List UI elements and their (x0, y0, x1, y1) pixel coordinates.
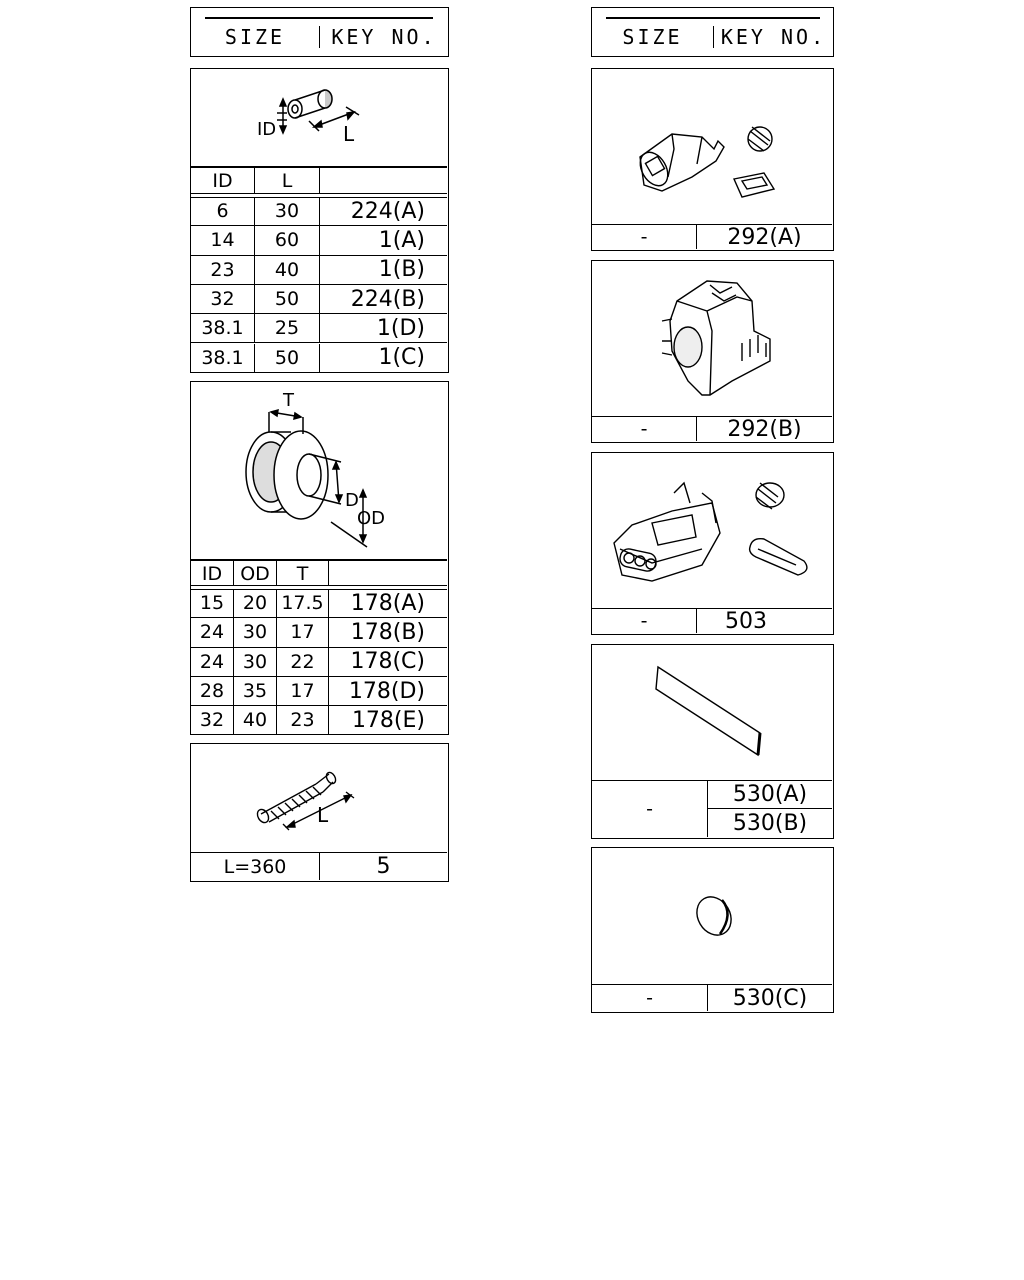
grommet-od-cell: 40 (234, 706, 277, 735)
size-cell: - (592, 416, 697, 441)
grommet-key-cell: 178(A) (329, 589, 447, 618)
key-cell-a: 530(A) (708, 780, 832, 809)
tube-l-cell: 30 (255, 197, 320, 226)
grommet-id-cell: 15 (191, 589, 234, 618)
connector-503-panel (591, 452, 834, 635)
connector-292b-illustration (592, 261, 835, 417)
grommet-key-cell: 178(B) (329, 618, 447, 647)
grommet-od-cell: 35 (234, 677, 277, 706)
id-dim-label: ID (257, 119, 277, 140)
key-cell: 503 (697, 608, 832, 633)
tube-col-l: L (255, 168, 320, 194)
connector-292a-panel (591, 68, 834, 251)
connector-292b-panel (591, 260, 834, 443)
header-rule (205, 17, 433, 19)
tube-col-id: ID (191, 168, 255, 194)
size-header: SIZE (592, 26, 714, 48)
key-no-header: KEY NO. (720, 25, 827, 49)
grommet-id-cell: 32 (191, 706, 234, 735)
tube-id-cell: 32 (191, 285, 255, 314)
tube-l-cell: 40 (255, 256, 320, 285)
tube-id-cell: 23 (191, 256, 255, 285)
l-dim-label: L (317, 803, 329, 827)
size-cell: - (592, 780, 708, 837)
corrugated-tube-illustration (191, 744, 450, 854)
grommet-id-cell: 24 (191, 648, 234, 677)
grommet-od-cell: 20 (234, 589, 277, 618)
grommet-illustration (191, 382, 450, 562)
header-rule (606, 17, 820, 19)
tube-key-cell: 1(A) (320, 226, 447, 255)
size-cell: - (592, 984, 708, 1011)
grommet-id-cell: 24 (191, 618, 234, 647)
d-dim-label: D (345, 490, 359, 511)
tube-key-cell: 1(B) (320, 256, 447, 285)
cap-530c-panel (591, 847, 834, 1013)
grommet-id-cell: 28 (191, 677, 234, 706)
tube-key-cell: 1(D) (320, 314, 447, 343)
key-cell: 530(C) (708, 984, 832, 1011)
grommet-key-cell: 178(C) (329, 648, 447, 677)
connector-292a-illustration (592, 69, 835, 225)
grommet-od-cell: 30 (234, 618, 277, 647)
grommet-panel (190, 381, 449, 735)
t-dim-label: T (283, 390, 294, 411)
tube-panel (190, 68, 449, 373)
grommet-col-od: OD (234, 561, 277, 586)
tube-l-cell: 50 (255, 285, 320, 314)
corrugated-panel (190, 743, 449, 882)
grommet-key-cell: 178(E) (329, 706, 447, 735)
grommet-col-id: ID (191, 561, 234, 586)
size-header: SIZE (191, 26, 320, 48)
tube-id-cell: 14 (191, 226, 255, 255)
key-no-header: KEY NO. (331, 25, 437, 49)
tube-key-cell: 224(A) (320, 197, 447, 226)
tube-key-cell: 1(C) (320, 344, 447, 373)
tube-l-cell: 60 (255, 226, 320, 255)
grommet-t-cell: 17 (277, 677, 329, 706)
tube-id-cell: 6 (191, 197, 255, 226)
grommet-t-cell: 23 (277, 706, 329, 735)
l-dim-label: L (343, 122, 355, 146)
tube-key-cell: 224(B) (320, 285, 447, 314)
grommet-col-t: T (277, 561, 329, 586)
tape-illustration (592, 645, 835, 781)
tube-illustration (191, 69, 450, 169)
grommet-t-cell: 17.5 (277, 589, 329, 618)
key-cell-b: 530(B) (732, 810, 808, 836)
od-dim-label: OD (357, 508, 386, 529)
corrugated-size: L=360 (191, 852, 320, 880)
size-cell: - (592, 224, 697, 249)
grommet-t-cell: 17 (277, 618, 329, 647)
tube-l-cell: 25 (255, 314, 320, 343)
tube-id-cell: 38.1 (191, 314, 255, 343)
grommet-od-cell: 30 (234, 648, 277, 677)
tube-id-cell: 38.1 (191, 344, 255, 373)
left-header (190, 7, 449, 57)
cap-illustration (592, 848, 835, 984)
corrugated-key: 5 (320, 852, 447, 880)
key-cell: 292(B) (697, 416, 832, 441)
size-cell: - (592, 608, 697, 633)
key-cell: 292(A) (697, 224, 832, 249)
grommet-key-cell: 178(D) (329, 677, 447, 706)
tape-530-panel (591, 644, 834, 839)
right-header (591, 7, 834, 57)
connector-503-illustration (592, 453, 835, 609)
grommet-t-cell: 22 (277, 648, 329, 677)
tube-l-cell: 50 (255, 344, 320, 373)
